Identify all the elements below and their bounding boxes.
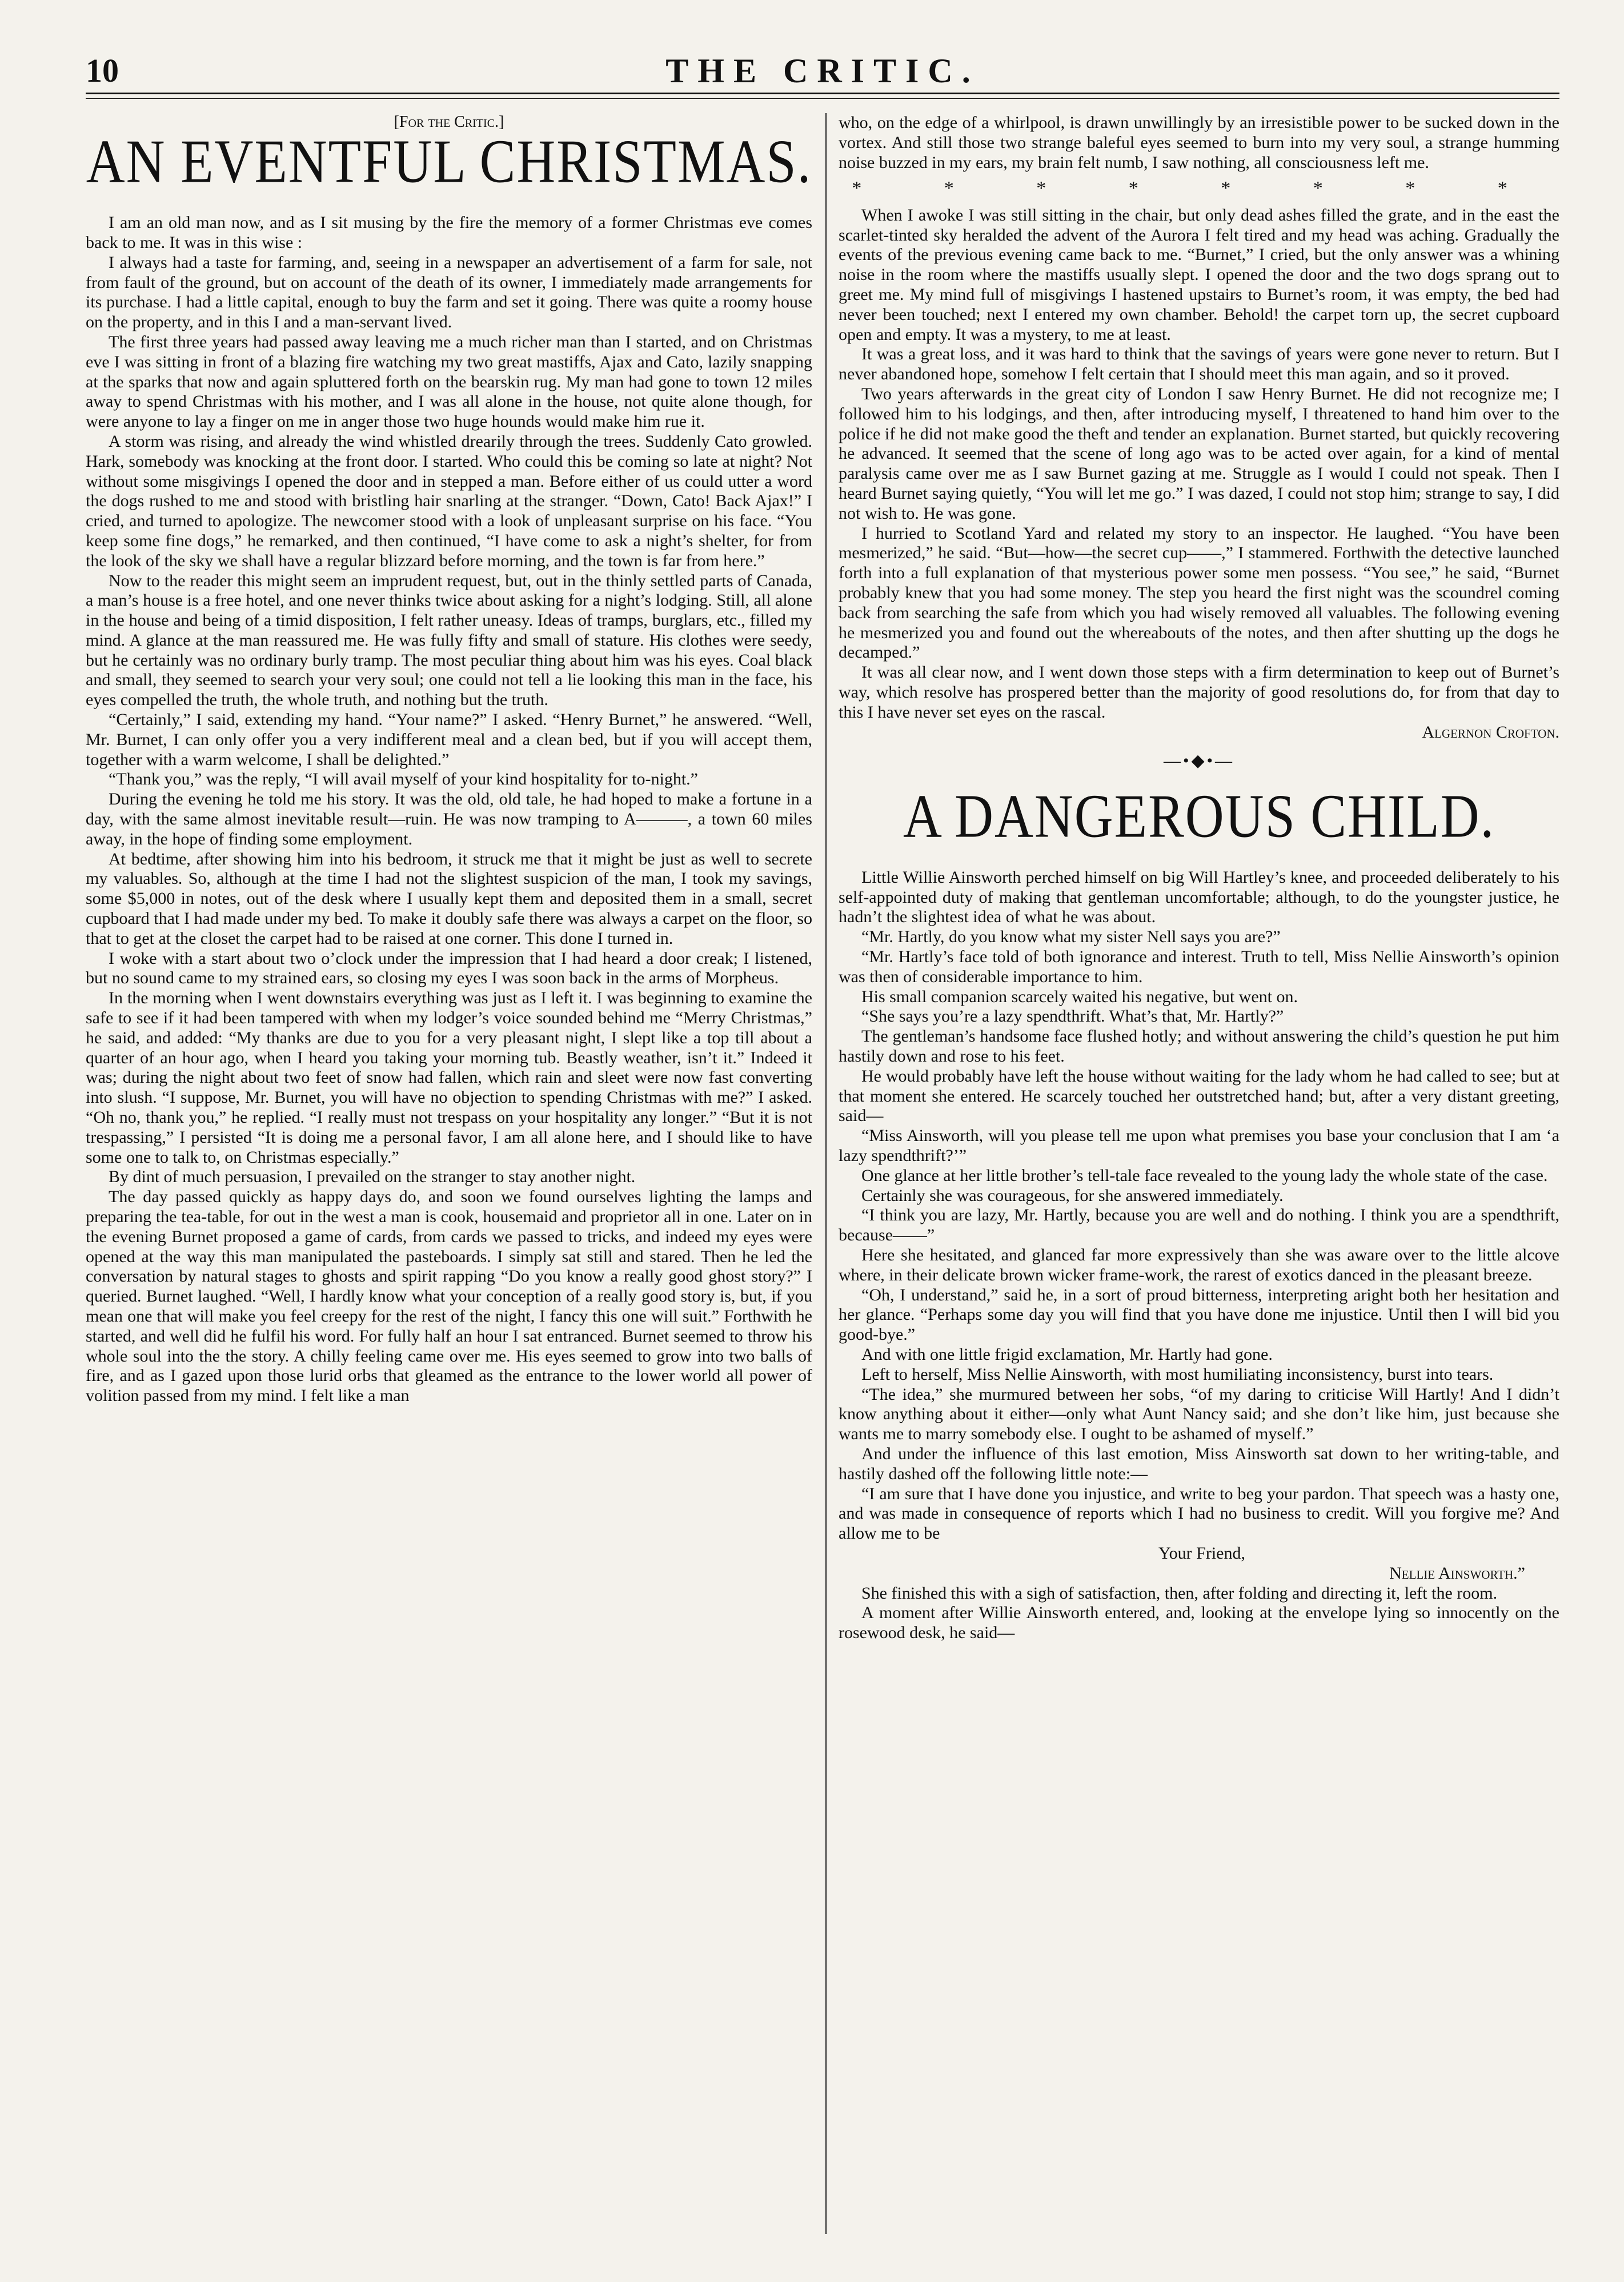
paragraph: I woke with a start about two o’clock under the impression that I had heard a door creak; I listened, but no sound came to my strained ears, so closing my eyes I was soon back in the arms of Morpheus.	[86, 948, 812, 988]
story2-closing	[839, 1584, 1559, 1643]
paragraph: Left to herself, Miss Nellie Ainsworth, with most humiliating inconsistency, burst into tears.	[861, 1364, 1494, 1384]
story-source-note: [For the Critic.]	[394, 113, 504, 131]
paragraph: She finished this with a sigh of satisfaction, then, after folding and directing it, left the room.	[861, 1583, 1498, 1603]
paragraph: A moment after Willie Ainsworth entered, and, looking at the envelope lying so innocently on the rosewood desk, he said—	[839, 1603, 1559, 1643]
paragraph: During the evening he told me his story. It was the old, old tale, he had hoped to make a fortune in a day, with the same almost inevitable result—ruin. He was now tramping to A———, a town 60 miles away, in the hope of finding some employment.	[86, 790, 812, 848]
header-rule-thin	[86, 98, 1559, 99]
paragraph: Certainly she was courageous, for she answered immediately.	[861, 1186, 1284, 1205]
paragraph: “Thank you,” was the reply, “I will avail myself of your kind hospitality for to-night.”	[109, 770, 698, 789]
paragraph: One glance at her little brother’s tell-tale face revealed to the young lady the whole state of the case.	[861, 1166, 1548, 1185]
paragraph: Two years afterwards in the great city of London I saw Henry Burnet. He did not recognize me; I followed him to his lodgings, and then, after introducing myself, I threatened to hand him over to the police if he did not make good the theft and tender an explanation. Burnet started, but quickly recovering he advanced. It seemed that the scene of long ago was to be acted over again, for a kind of mental paralysis came over me as I saw Burnet gazing at me. Struggle as I would I could not speak. Then I heard Burnet saying quietly, “You will let me go.” I was dazed, I could not stop him; strange to say, I did not wish to. He was gone.	[839, 385, 1559, 523]
paragraph: It was a great loss, and it was hard to think that the savings of years were gone never to return. But I never abandoned hope, somehow I felt certain that I should meet this man again, and so it proved.	[839, 345, 1559, 384]
paragraph: I hurried to Scotland Yard and related my story to an inspector. He laughed. “You have been mesmerized,” he said. “But—how—the secret cup——,” I stammered. Forthwith the detective launched forth into a full explanation of that mysterious power some men possess. “You see,” he said, “Burnet probably knew that you had some money. The step you heard the first night was the scoundrel coming back from searching the safe from which you had wisely removed all valuables. The following evening he mesmerized you and found out the whereabouts of the notes, and then after shutting up the dogs he decamped.”	[839, 523, 1559, 662]
header-rule	[86, 93, 1559, 94]
paragraph: When I awoke I was still sitting in the chair, but only dead ashes filled the grate, and in the east the scarlet-tinted sky heralded the advent of the Aurora I felt tired and my head was aching. Gradually the events of the previous evening came back to me. “Burnet,” I cried, but the only answer was a whining noise in the room where the mastiffs usually slept. I opened the door and the two dogs sprang out to greet me. My mind full of misgivings I hastened upstairs to Burnet’s room, it was empty, the bed had never been touched; next I entered my own chamber. Behold! the carpet torn up, the secret cupboard open and empty. It was a mystery, to me at least.	[839, 205, 1559, 344]
paragraph: “Miss Ainsworth, will you please tell me upon what premises you base your conclusion that I am ‘a lazy spendthrift?’”	[839, 1126, 1559, 1165]
paragraph: In the morning when I went downstairs everything was just as I left it. I was beginning to examine the safe to see if it had been tampered with when my lodger’s voice sounded behind me “Merry Christmas,” he said, and added: “My thanks are due to you for a very pleasant night, I slept like a top till about a quarter of an hour ago, when I heard you taking your morning tub. Beastly weather, isn’t it.” Indeed it was; during the night about two feet of snow had fallen, which rain and sleet were now fast converting into slush. “I suppose, Mr. Burnet, you will have no objection to spending Christmas with me?” I asked. “Oh no, thank you,” he replied. “I really must not trespass on your hospitality any longer.” “But it is not trespassing,” I persisted “It is doing me a personal favor, I am all alone here, and I should like to have some one to talk to, on Christmas especially.”	[86, 988, 812, 1167]
story-after-break	[839, 206, 1559, 723]
paragraph: At bedtime, after showing him into his bedroom, it struck me that it might be just as well to secrete my valuables. So, although at the time I had not the slightest suspicion of the man, I took my savings, some $5,000 in notes, out of the desk where I usually kept them and deposited them in a small, secret cupboard that I had made under my bed. To make it doubly safe there was always a carpet on the floor, so that to get at the closet the carpet had to be raised at one corner. This done I turned in.	[86, 849, 812, 948]
paragraph: “Oh, I understand,” said he, in a sort of proud bitterness, interpreting aright both her hesitation and her glance. “Perhaps some day you will find that you have done me injustice. Until then I will bid you good-bye.”	[839, 1285, 1559, 1344]
paragraph: And under the influence of this last emotion, Miss Ainsworth sat down to her writing-table, and hastily dashed off the following little note:—	[839, 1444, 1559, 1483]
letter-signature: Nellie Ainsworth.”	[1389, 1563, 1525, 1583]
page-header	[86, 51, 1559, 97]
paragraph: The first three years had passed away leaving me a much richer man than I started, and on Christmas eve I was sitting in front of a blazing fire watching my two great mastiffs, Ajax and Cato, lazily snapping at the sparks that now and again spluttered forth on the bearskin rug. My man had gone to town 12 miles away to spend Christmas with his mother, and I was all alone in the house, not quite alone though, for were anyone to lay a finger on me in anger those two huge hounds would make him rue it.	[86, 332, 812, 431]
section-break-stars: * * * * * * * *	[852, 178, 1546, 199]
paragraph: A storm was rising, and already the wind whistled drearily through the trees. Suddenly Cato growled. Hark, somebody was knocking at the front door. I started. Who could this be coming so late at night? Not without some misgivings I opened the door and in stepped a man. Before either of us could utter a word the dogs rushed to me and stood with bristling hair snarling at the stranger. “Down, Cato! Back Ajax!” I cried, and turned to apologize. The newcomer stood with a look of unpleasant surprise on his face. “You keep some fine dogs,” he remarked, and then continued, “I have come to ask a night’s shelter, for from the look of the sky we shall have a regular blizzard before morning, and the town is far from here.”	[86, 431, 812, 570]
story2-body	[839, 868, 1559, 1544]
paragraph: “The idea,” she murmured between her sobs, “of my daring to criticise Will Hartly! And I didn’t know anything about it either—only what Aunt Nancy said; and she don’t like him, just because she wants me to marry somebody else. I ought to be ashamed of myself.”	[839, 1384, 1559, 1444]
paragraph: Here she hesitated, and glanced far more expressively than she was aware over to the little alcove where, in their delicate brown wicker frame-work, the rarest of exotics danced in the pleasant breeze.	[839, 1245, 1559, 1284]
story-title-eventful-christmas: AN EVENTFUL CHRISTMAS.	[86, 127, 812, 197]
page-number: 10	[86, 52, 119, 89]
paragraph: The gentleman’s handsome face flushed hotly; and without answering the child’s question he put him hastily down and rose to his feet.	[839, 1027, 1559, 1066]
paragraph: “Mr. Hartly’s face told of both ignorance and interest. Truth to tell, Miss Nellie Ainsworth’s opinion was then of considerable importance to him.	[839, 947, 1559, 986]
paragraph: By dint of much persuasion, I prevailed on the stranger to stay another night.	[109, 1167, 636, 1187]
story-title-dangerous-child: A DANGEROUS CHILD.	[903, 782, 1495, 851]
paragraph: who, on the edge of a whirlpool, is drawn unwillingly by an irresistible power to be sucked down in the vortex. And still those two strange baleful eyes seemed to burn into my very soul, a strange humming noise buzzed in my ears, my brain felt numb, I saw nothing, all consciousness left me.	[839, 113, 1559, 172]
story-continuation	[839, 113, 1559, 173]
paragraph: Little Willie Ainsworth perched himself on big Will Hartley’s knee, and proceeded deliberately to his self-appointed duty of making that gentleman uncomfortable; although, to do the youngster justice, he hadn’t the slightest idea of what he was about.	[839, 867, 1559, 927]
paragraph: I am an old man now, and as I sit musing by the fire the memory of a former Christmas eve comes back to me. It was in this wise :	[86, 213, 812, 252]
letter-closing: Your Friend,	[1158, 1543, 1245, 1563]
paragraph: I always had a taste for farming, and, seeing in a newspaper an advertisement of a farm for sale, not from fault of the ground, but on account of the death of its owner, I immediately made arrangements for its purchase. I had a little capital, enough to buy the farm and set it going. There was quite a roomy house on the property, and in this I and a man-servant lived.	[86, 253, 812, 332]
paragraph: It was all clear now, and I went down those steps with a firm determination to keep out of Burnet’s way, which resolve has prospered better than the majority of good resolutions do, for from that day to this I have never set eyes on the rascal.	[839, 663, 1559, 722]
story-body	[86, 213, 812, 1406]
paragraph: “She says you’re a lazy spendthrift. What’s that, Mr. Hartly?”	[861, 1007, 1284, 1026]
story-separator-ornament: —•◆•—	[1163, 751, 1235, 771]
paragraph: He would probably have left the house without waiting for the lady whom he had called to see; but at that moment she entered. He scarcely touched her outstretched hand; but, after a very distant greeting, said—	[839, 1066, 1559, 1126]
author-signature: Algernon Crofton.	[1422, 722, 1559, 742]
paragraph: “I think you are lazy, Mr. Hartly, because you are well and do nothing. I think you are a spendthrift, because——”	[839, 1206, 1559, 1245]
right-column	[839, 113, 1559, 2234]
paragraph: The day passed quickly as happy days do, and soon we found ourselves lighting the lamps and preparing the tea-table, for out in the west a man is cook, housemaid and proprietor all in one. Later on in the evening Burnet proposed a game of cards, from cards we passed to tricks, and indeed my eyes were opened at the way this man manipulated the pasteboards. I simply sat still and stared. Then he led the conversation by natural stages to ghosts and spirit rapping “Do you know a really good ghost story?” I queried. Burnet laughed. “Well, I hardly know what your conception of a really good story is, but, if you mean one that will make you feel creepy for the rest of the night, I fancy this one will suit.” Forthwith he started, and well did he fulfil his word. For fully half an hour I sat entranced. Burnet seemed to throw his whole soul into the the story. A chilly feeling came over me. His eyes seemed to grow into two balls of fire, and as I gazed upon those lurid orbs that gleamed as the entrance to the lower world all power of volition passed from my mind. I felt like a man	[86, 1187, 812, 1406]
left-column	[86, 113, 812, 2234]
paragraph: “Mr. Hartly, do you know what my sister Nell says you are?”	[861, 927, 1281, 947]
masthead: THE CRITIC.	[665, 52, 980, 90]
paragraph: His small companion scarcely waited his negative, but went on.	[861, 987, 1298, 1006]
paragraph: “Certainly,” I said, extending my hand. “Your name?” I asked. “Henry Burnet,” he answered. “Well, Mr. Burnet, I can only offer you a very indifferent meal and a clean bed, but if you will accept them, together with a warm welcome, I shall be delighted.”	[86, 710, 812, 769]
paragraph: “I am sure that I have done you injustice, and write to beg your pardon. That speech was a hasty one, and was made in consequence of reports which I had no business to credit. Will you forgive me? And allow me to be	[839, 1484, 1559, 1543]
paragraph: And with one little frigid exclamation, Mr. Hartly had gone.	[861, 1344, 1273, 1364]
column-divider	[825, 113, 827, 2234]
newspaper-page	[86, 51, 1559, 2240]
paragraph: Now to the reader this might seem an imprudent request, but, out in the thinly settled parts of Canada, a man’s house is a free hotel, and one never thinks twice about asking for a night’s lodging. Still, all alone in the house and being of a timid disposition, I felt rather uneasy. Ideas of tramps, burglars, etc., filled my mind. A glance at the man reassured me. He was fully fifty and small of stature. His clothes were seedy, but he certainly was no ordinary burly tramp. The most peculiar thing about him was his eyes. Coal black and small, they seemed to search your very soul; one could not tell a lie looking this man in the face, his eyes compelled the truth, the whole truth, and nothing but the truth.	[86, 571, 812, 710]
